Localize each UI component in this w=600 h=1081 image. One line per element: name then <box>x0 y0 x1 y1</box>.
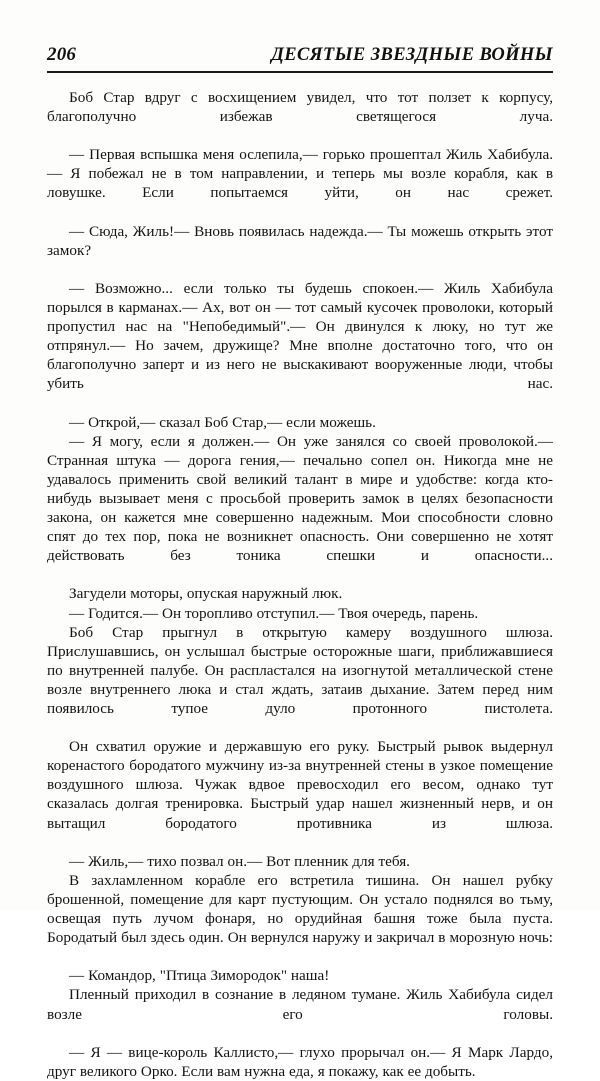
page-number: 206 <box>47 44 77 65</box>
paragraph: Боб Стар вдруг с восхищением увидел, что тот ползет к корпусу, благополучно избежав светящегося луча. <box>47 89 553 126</box>
paragraph: Он схватил оружие и державшую его руку. Быстрый рывок выдернул коренастого бородатого мужчину из-за внутренней стены в узкое помещение воздушного шлюза. Чужак вдвое превосходил его весом, однако тут сказалась долгая тренировка. Быстрый удар нашел жизненный нерв, и он вытащил бородатого противника из шлюза. <box>47 738 553 832</box>
paragraph: — Годится.— Он торопливо отступил.— Твоя очередь, парень. <box>69 604 479 622</box>
paragraph: Пленный приходил в сознание в ледяном тумане. Жиль Хабибула сидел возле его головы. <box>47 986 553 1023</box>
paragraph: — Я — вице-король Каллисто,— глухо прорычал он.— Я Марк Лардо, друг великого Орко. Если вам нужна еда, я покажу, как ее добыть. <box>47 1043 553 1080</box>
page-header <box>47 44 553 66</box>
header-rule <box>47 71 553 73</box>
paragraph: — Возможно... если только ты будешь спокоен.— Жиль Хабибула порылся в карманах.— Ах, вот он — тот самый кусочек проволоки, который пропустил нас на "Непобедимый".— Он двинулся к люку, но тут же отпрянул.— Но зачем, дружище? Мне вполне достаточно того, что он благополучно заперт и из него не выскакивают вооруженные люди, чтобы убить нас. <box>47 279 553 393</box>
paragraph: — Я могу, если я должен.— Он уже занялся со своей проволокой.— Странная штука — дорога гения,— печально сопел он. Никогда мне не удавалось применить свой великий талант в мире и удобстве: когда кто-нибудь вызывает меня с просьбой проверить замок в целях безопасности закона, он кажется мне совершенно надежным. Мои способности словно спят до тех пор, пока не возникнет опасность. Они совершенно не хотят действовать без тоника спешки и опасности... <box>47 432 553 565</box>
paragraph: — Сюда, Жиль!— Вновь появилась надежда.— Ты можешь открыть этот замок? <box>47 222 553 259</box>
paragraph: Боб Стар прыгнул в открытую камеру воздушного шлюза. Прислушавшись, он услышал быстрые осторожные шаги, приближавшиеся по внутренней палубе. Он распластался на изогнутой металлической стене возле внутреннего люка и стал ждать, затаив дыхание. Затем перед ним появилось тупое дуло протонного пистолета. <box>47 623 553 717</box>
paragraph: — Жиль,— тихо позвал он.— Вот пленник для тебя. <box>69 852 410 870</box>
paragraph: — Открой,— сказал Боб Стар,— если можешь. <box>69 413 376 431</box>
paragraph: Загудели моторы, опуская наружный люк. <box>69 585 343 603</box>
running-title: ДЕСЯТЫЕ ЗВЕЗДНЫЕ ВОЙНЫ <box>271 45 553 65</box>
paragraph: — Командор, "Птица Зимородок" наша! <box>69 967 330 985</box>
body-text <box>47 88 553 1081</box>
paragraph: — Первая вспышка меня ослепила,— горько прошептал Жиль Хабибула.— Я побежал не в том направлении, и теперь мы возле корабля, как в ловушке. Если попытаемся уйти, он нас срежет. <box>47 146 553 202</box>
paragraph: В захламленном корабле его встретила тишина. Он нашел рубку брошенной, помещение для карт пустующим. Он устало поднялся во тьму, освещая путь лучом фонаря, но орудийная башня тоже была пуста. Бородатый был здесь один. Он вернулся наружу и закричал в морозную ночь: <box>47 871 553 947</box>
